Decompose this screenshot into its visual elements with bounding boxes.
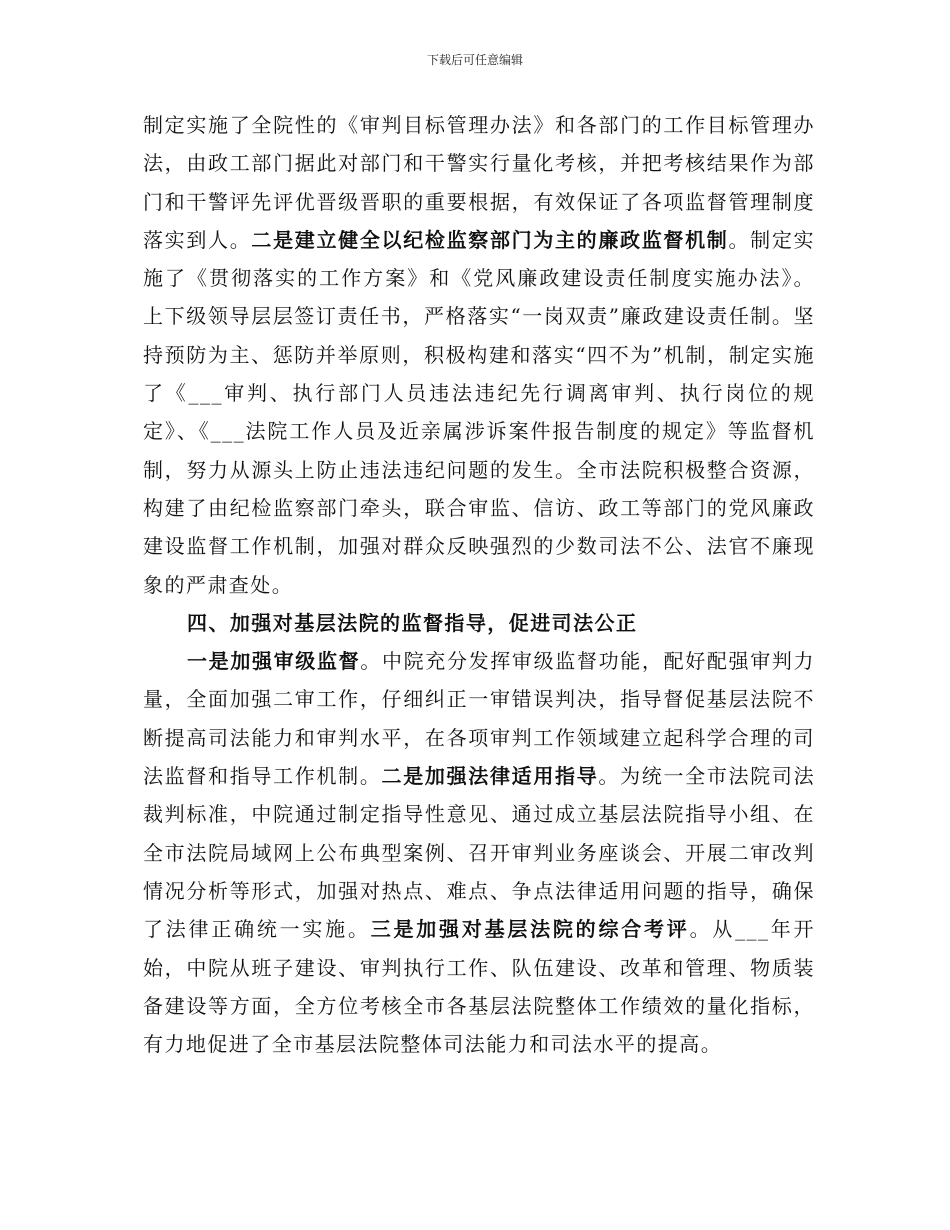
- paragraph-basic-court-guidance: [143, 642, 815, 1063]
- paragraph-text: 。制定实施了《贯彻落实的工作方案》和《党风廉政建设责任制度实施办法》。上下级领导层层签订责任书，严格落实“一岗双责”廉政建设责任制。坚持预防为主、惩防并举原则，积极构建和落实“四不为”机制，制定实施了《___审判、执行部门人员违法违纪先行调离审判、执行岗位的规定》、《___法院工作人员及近亲属涉诉案件报告制度的规定》等监督机制，努力从源头上防止违法违纪问题的发生。全市法院积极整合资源，构建了由纪检监察部门牵头，联合审监、信访、政工等部门的党风廉政建设监督工作机制，加强对群众反映强烈的少数司法不公、法官不廉现象的严肃查处。: [143, 227, 815, 597]
- paragraph-text: 。中院充分发挥审级监督功能，配好配强审判力量，全面加强二审工作，仔细纠正一审错误判决，指导督促基层法院不断提高司法能力和审判水平，在各项审判工作领域建立起科学合理的司法监督和指导工作机制。: [143, 649, 815, 789]
- paragraph-supervision-mechanism: [143, 106, 815, 604]
- bold-lead-law-application: 二是加强法律适用指导: [381, 764, 599, 789]
- paragraph-text: 。从___年开始，中院从班子建设、审判执行工作、队伍建设、改革和管理、物质装备建设等方面，全方位考核全市各基层法院整体工作绩效的量化指标，有力地促进了全市基层法院整体司法能力和司法水平的提高。: [143, 917, 816, 1057]
- bold-lead-comprehensive-evaluation: 三是加强对基层法院的综合考评: [370, 917, 690, 942]
- page-header-note: 下载后可任意编辑: [426, 53, 523, 67]
- document-body: [143, 106, 815, 1063]
- paragraph-text: 制定实施了全院性的《审判目标管理办法》和各部门的工作目标管理办法，由政工部门据此对部门和干警实行量化考核，并把考核结果作为部门和干警评先评优晋级晋职的重要根据，有效保证了各项监督管理制度落实到人。: [143, 113, 815, 252]
- bold-lead-clean-government: 二是建立健全以纪检监察部门为主的廉政监督机制: [251, 227, 729, 252]
- paragraph-text: 。为统一全市法院司法裁判标准，中院通过制定指导性意见、通过成立基层法院指导小组、在全市法院局域网上公布典型案例、召开审判业务座谈会、开展二审改判情况分析等形式，加强对热点、难点、争点法律适用问题的指导，确保了法律正确统一实施。: [143, 764, 816, 942]
- bold-lead-review-supervision: 一是加强审级监督: [187, 649, 361, 674]
- section-heading-four: 四、加强对基层法院的监督指导，促进司法公正: [187, 610, 638, 635]
